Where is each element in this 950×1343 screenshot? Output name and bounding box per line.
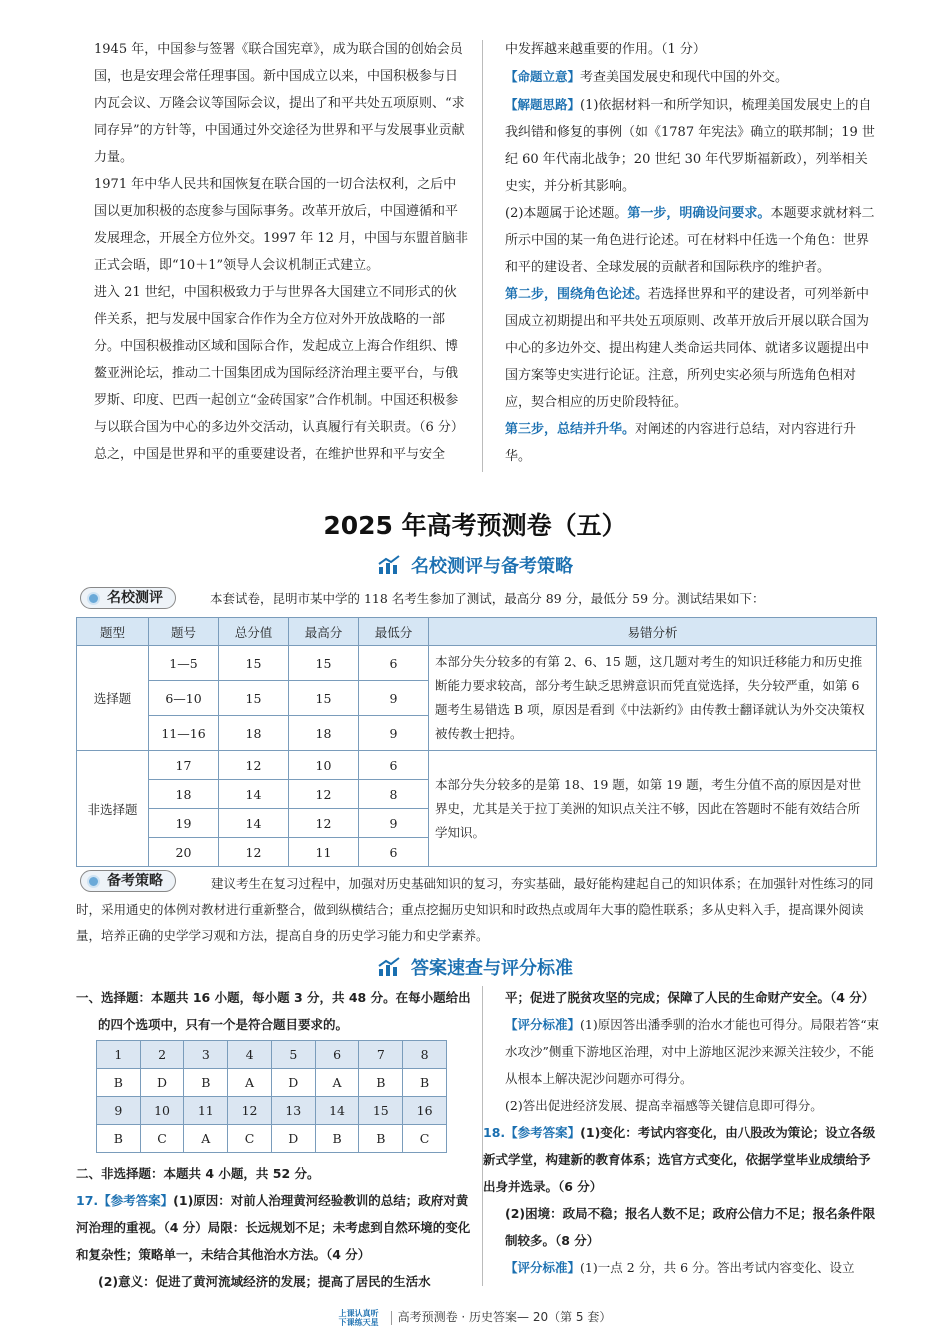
bottom-right-column [483, 984, 881, 1281]
approach-tag: 【解题思路】 [505, 97, 581, 112]
eval-label: 名校测评 [80, 587, 176, 609]
table-cell: 11—16 [149, 716, 219, 751]
error-analysis: 本部分失分较多的是第 18、19 题，如第 19 题，考生分值不高的原因是对世界史，尤其是关于拉丁美洲的知识点关注不够，因此在答题时不能有效结合所学知识。 [429, 751, 877, 867]
approach-text: (1)依据材料一和所学知识，梳理美国发展史上的自我纠错和修复的事例（如《1787 年宪法》确立的联邦制；19 世纪 60 年代南北战争；20 世纪 30 年代罗斯福新政），列举相关史实，并分析其影响。 [505, 98, 875, 194]
eval-intro: 本套试卷，昆明市某中学的 118 名考生参加了测试，最高分 89 分，最低分 59 分。测试结果如下： [210, 591, 765, 606]
paragraph: 进入 21 世纪，中国积极致力于与世界各大国建立不同形式的伙伴关系，把与发展中国家合作作为全方位对外开放战略的一部分。中国积极推动区域和国际合作，发起成立上海合作组织、博鳌亚洲论坛，推动二十国集团成为国际经济治理主要平台，与俄罗斯、印度、巴西一起创立“金砖国家”合作机制。中国还积极参与以联合国为中心的多边外交活动，认真履行有关职责。（6 分） [94, 285, 464, 435]
table-header-row [77, 618, 877, 646]
chart-icon [377, 957, 401, 982]
table-cell: 12 [289, 809, 359, 838]
table-cell: 18 [149, 780, 219, 809]
answer-letter: B [97, 1125, 141, 1153]
q18-tag: 【参考答案】 [505, 1125, 581, 1140]
paragraph: 1945 年，中国参与签署《联合国宪章》，成为联合国的创始会员国，也是安理会常任理事国。新中国成立以来，中国积极参与日内瓦会议、万隆会议等国际会议，提出了和平共处五项原则、“求同存异”的方针等，中国通过外交途径为世界和平与发展事业贡献力量。 [94, 42, 465, 165]
table-cell: 19 [149, 809, 219, 838]
grading-tag: 【评分标准】 [505, 1017, 581, 1032]
answer-letter: C [228, 1125, 272, 1153]
section-title: 名校测评与备考策略 [411, 556, 573, 577]
intent-tag: 【命题立意】 [505, 69, 581, 84]
table-cell: 6 [359, 838, 429, 867]
question-number: 13 [271, 1097, 315, 1125]
main-title: 2025 年高考预测卷（五） [323, 511, 627, 540]
table-cell: 11 [289, 838, 359, 867]
grading-paragraph [505, 1011, 881, 1092]
grading-paragraph-2: (2)答出促进经济发展、提高幸福感等关键信息即可得分。 [505, 1098, 823, 1113]
step2-paragraph [505, 281, 877, 416]
q18-answer-2: (2)困境：政局不稳；报名人数不足；政府公信力不足；报名条件限制较多。（8 分） [505, 1206, 876, 1248]
question-type: 非选择题 [77, 751, 149, 867]
answer-letter: B [97, 1069, 141, 1097]
table-row [77, 751, 877, 780]
answer-letter: D [271, 1069, 315, 1097]
answer-letter: A [315, 1069, 359, 1097]
approach-paragraph [505, 91, 877, 200]
error-analysis: 本部分失分较多的有第 2、6、15 题，这几题对考生的知识迁移能力和历史推断能力要求较高，部分考生缺乏思辨意识而凭直觉选择，失分较严重，如第 6 题考生易错选 B 项，原因是看到《中法新约》由传教士翻译就认为外交决策权被传教士把持。 [429, 646, 877, 751]
question-number: 4 [228, 1041, 272, 1069]
q18-number: 18. [483, 1125, 506, 1140]
table-cell: 15 [219, 646, 289, 681]
q17-answer [76, 1187, 474, 1268]
q17-block [76, 1160, 474, 1295]
table-cell: 12 [219, 838, 289, 867]
table-cell: 15 [289, 646, 359, 681]
table-cell: 20 [149, 838, 219, 867]
table-cell: 6 [359, 751, 429, 780]
answer-letter: B [184, 1069, 228, 1097]
question-number: 5 [271, 1041, 315, 1069]
answer-letter: C [140, 1125, 184, 1153]
table-header: 最高分 [289, 618, 359, 646]
step3-text: 对阐述的内容进行总结，对内容进行升华。 [505, 422, 857, 464]
question-number: 6 [315, 1041, 359, 1069]
footer-separator [391, 1311, 392, 1325]
step2-label: 第二步，围绕角色论述。 [505, 287, 649, 302]
question-type: 选择题 [77, 646, 149, 751]
answer-row [97, 1125, 447, 1153]
answer-letter: D [140, 1069, 184, 1097]
brand-logo: 上课认真听 下课练天星 [338, 1308, 379, 1327]
section-heading-evaluation [0, 552, 950, 580]
table-cell: 1—5 [149, 646, 219, 681]
answer-number-row [97, 1097, 447, 1125]
q17-number: 17. [76, 1193, 99, 1208]
answer-letter: D [271, 1125, 315, 1153]
answer-number-row [97, 1041, 447, 1069]
intent-paragraph [505, 63, 877, 91]
answers-intro-line: 一、选择题：本题共 16 小题，每小题 3 分，共 48 分。在每小题给出 [76, 990, 471, 1005]
grading-tag: 【评分标准】 [505, 1260, 581, 1275]
question-number: 12 [228, 1097, 272, 1125]
table-header: 题号 [149, 618, 219, 646]
table-cell: 12 [219, 751, 289, 780]
table-cell: 6 [359, 646, 429, 681]
step1-text: 本题要求就材料二所示中国的某一角色进行论述。可在材料中任选一个角色：世界和平的建设者、全球发展的贡献者和国际秩序的维护者。 [505, 206, 875, 275]
table-cell: 18 [289, 716, 359, 751]
score-table [76, 617, 877, 867]
table-cell: 18 [219, 716, 289, 751]
question-number: 1 [97, 1041, 141, 1069]
q18-text: (1)变化：考试内容变化，由八股改为策论；设立各级新式学堂，构建新的教育体系；选官方式变化，依据学堂毕业成绩给予出身并选录。（6 分） [483, 1125, 876, 1194]
q17-answer-2: (2)意义：促进了黄河流域经济的发展；提高了居民的生活水 [98, 1274, 431, 1289]
step2-text: 若选择世界和平的建设者，可列举新中国成立初期提出和平共处五项原则、改革开放后开展以联合国为中心的多边外交、提出构建人类命运共同体、就诸多议题提出中国方案等史实进行论证。注意，所列史实必须与所选角色相对应，契合相应的历史阶段特征。 [505, 287, 870, 410]
step3-paragraph [505, 416, 877, 470]
table-cell: 17 [149, 751, 219, 780]
strategy-label: 备考策略 [80, 870, 176, 892]
step1-label: 第一步，明确设问要求。 [627, 206, 771, 221]
footer-text: 高考预测卷 · 历史答案— 20（第 5 套） [397, 1310, 612, 1324]
step3-label: 第三步，总结并升华。 [505, 422, 636, 437]
chart-icon [377, 555, 401, 580]
top-right-column [505, 36, 877, 470]
table-cell: 10 [289, 751, 359, 780]
answer-letter: C [403, 1125, 447, 1153]
grading-text: (1)一点 2 分，共 6 分。答出考试内容变化、设立 [580, 1260, 855, 1275]
table-header: 总分值 [219, 618, 289, 646]
answers-intro [76, 984, 476, 1038]
table-cell: 15 [219, 681, 289, 716]
table-cell: 9 [359, 681, 429, 716]
q18-answer [483, 1119, 881, 1200]
table-cell: 14 [219, 780, 289, 809]
q17-continuation: 平；促进了脱贫攻坚的完成；保障了人民的生命财产安全。（4 分） [505, 990, 875, 1005]
question-number: 7 [359, 1041, 403, 1069]
intent-text: 考查美国发展史和现代中国的外交。 [580, 70, 789, 85]
table-cell: 6—10 [149, 681, 219, 716]
table-header: 最低分 [359, 618, 429, 646]
paragraph: 1971 年中华人民共和国恢复在联合国的一切合法权利，之后中国以更加积极的态度参与国际事务。改革开放后，中国遵循和平发展理念，开展全方位外交。1997 年 12 月，中国与东盟首脑非正式会晤，即“10＋1”领导人会议机制正式建立。 [94, 177, 469, 273]
column-divider [482, 40, 483, 472]
question-number: 14 [315, 1097, 359, 1125]
bullet-icon [87, 592, 100, 605]
question-number: 16 [403, 1097, 447, 1125]
paragraph: 总之，中国是世界和平的重要建设者，在维护世界和平与安全 [94, 447, 446, 462]
answer-row [97, 1069, 447, 1097]
p2-pre: (2)本题属于论述题。 [505, 206, 628, 221]
question-number: 8 [403, 1041, 447, 1069]
top-left-column [94, 36, 469, 468]
table-cell: 9 [359, 809, 429, 838]
table-header: 易错分析 [429, 618, 877, 646]
section-heading-answers [0, 954, 950, 982]
step1-paragraph [505, 200, 877, 281]
question-number: 9 [97, 1097, 141, 1125]
question-number: 3 [184, 1041, 228, 1069]
answer-letter: A [184, 1125, 228, 1153]
q17-text: (1)原因：对前人治理黄河经验教训的总结；政府对黄河治理的重视。（4 分）局限：长远规划不足；未考虑到自然环境的变化和复杂性；策略单一，未结合其他治水方法。（4 分） [76, 1193, 471, 1262]
table-cell: 12 [289, 780, 359, 809]
continuation-line: 中发挥越来越重要的作用。（1 分） [505, 42, 706, 57]
table-cell: 9 [359, 716, 429, 751]
table-cell: 8 [359, 780, 429, 809]
part2-heading: 二、非选择题：本题共 4 小题，共 52 分。 [76, 1166, 320, 1181]
page-footer [0, 1308, 950, 1327]
grading-paragraph-3 [505, 1254, 881, 1281]
table-row [77, 646, 877, 681]
table-cell: 15 [289, 681, 359, 716]
answer-letter: B [403, 1069, 447, 1097]
answer-key-table [96, 1040, 447, 1153]
answer-letter: B [359, 1125, 403, 1153]
answer-letter: A [228, 1069, 272, 1097]
section-title: 答案速查与评分标准 [411, 958, 573, 979]
answer-letter: B [315, 1125, 359, 1153]
table-header: 题型 [77, 618, 149, 646]
question-number: 10 [140, 1097, 184, 1125]
question-number: 15 [359, 1097, 403, 1125]
strategy-text: 建议考生在复习过程中，加强对历史基础知识的复习，夯实基础，最好能构建起自己的知识体系；在加强针对性练习的同时，采用通史的体例对教材进行重新整合，做到纵横结合；重点挖掘历史知识和时政热点或周年大事的隐性联系；多从史料入手，提高课外阅读量，培养正确的史学学习观和方法，提高自身的历史学习能力和史学素养。 [76, 876, 874, 943]
answer-letter: B [359, 1069, 403, 1097]
q17-tag: 【参考答案】 [98, 1193, 174, 1208]
grading-text: (1)原因答出潘季驯的治水才能也可得分。局限若答“束水攻沙”侧重下游地区治理，对中上游地区泥沙来源关注较少，不能从根本上解决泥沙问题亦可得分。 [505, 1017, 880, 1086]
question-number: 2 [140, 1041, 184, 1069]
answers-intro-line: 的四个选项中，只有一个是符合题目要求的。 [98, 1017, 349, 1032]
question-number: 11 [184, 1097, 228, 1125]
table-cell: 14 [219, 809, 289, 838]
